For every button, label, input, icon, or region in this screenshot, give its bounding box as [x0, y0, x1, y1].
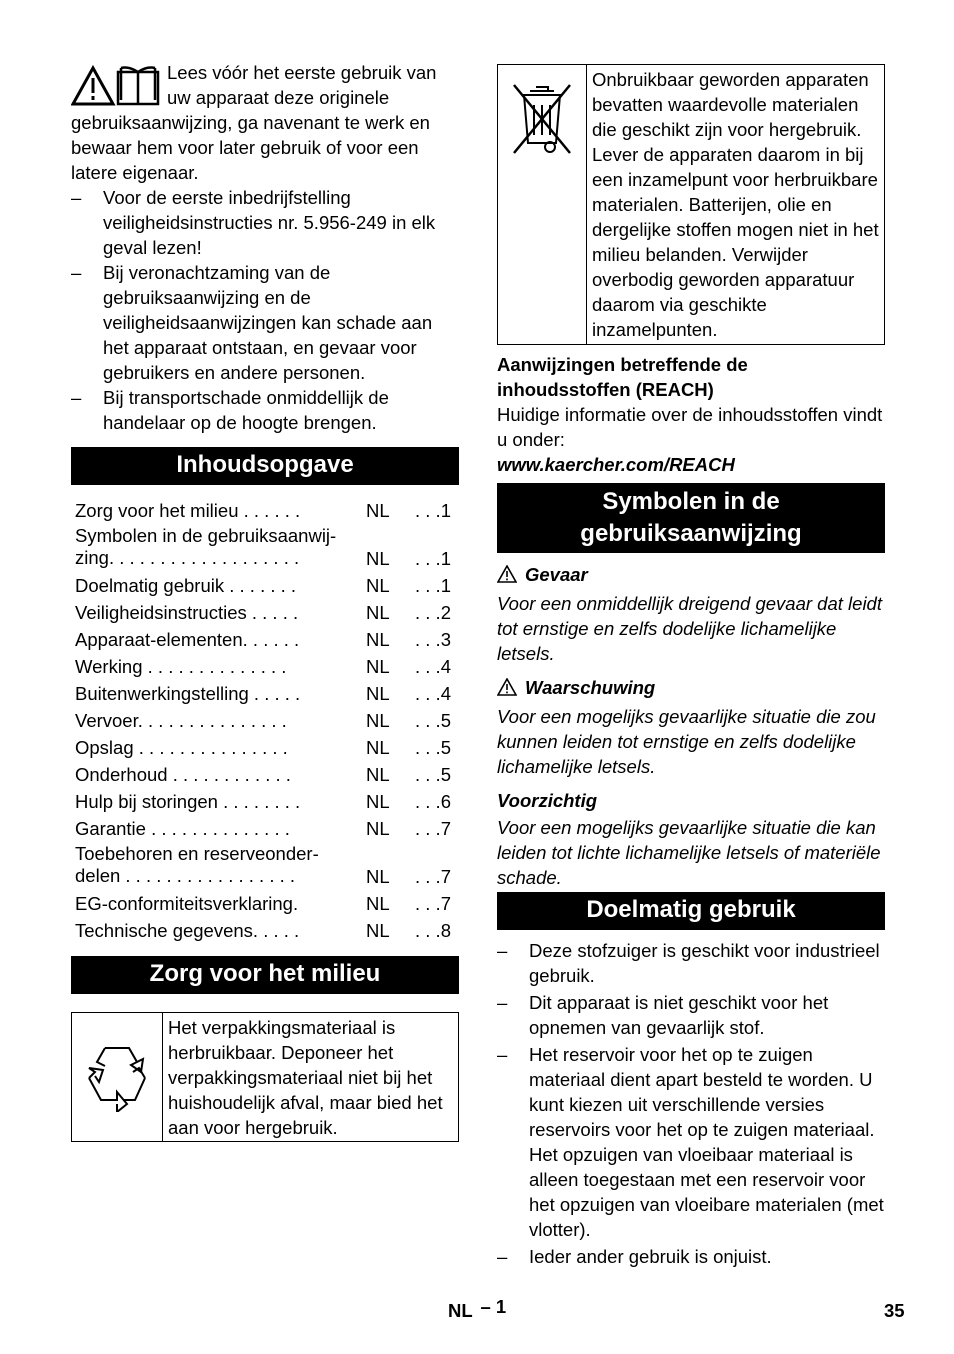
toc-table [71, 494, 459, 941]
toc-row[interactable]: Hulp bij storingen . . . . . . . . NL . . .6 [75, 791, 451, 812]
toc-row[interactable]: Vervoer. . . . . . . . . . . . . . . NL . . .5 [75, 710, 451, 731]
danger-text: Voor een onmiddellijk dreigend gevaar dat leidt tot ernstige en zelfs dodelijke lichamelijke letsels. [497, 593, 882, 664]
list-item: – Bij transportschade onmiddellijk de handelaar op de hoogte brengen. [71, 385, 459, 435]
toc-row[interactable]: Doelmatig gebruik . . . . . . . NL . . .1 [75, 575, 451, 596]
toc-row[interactable]: Veiligheidsinstructies . . . . . NL . . .2 [75, 602, 451, 623]
symbols-heading: Symbolen in de gebruiksaanwijzing [497, 483, 885, 553]
toc-heading: Inhoudsopgave [71, 447, 459, 485]
packaging-text: Het verpakkingsmateriaal is herbruikbaar. Deponeer het verpakkingsmateriaal niet bij het huishoudelijk afval, maar bied het aan voor hergebruik. [168, 1017, 443, 1138]
toc-section [71, 447, 459, 941]
warning-triangle-icon [497, 565, 517, 583]
list-item: – Ieder ander gebruik is onjuist. [497, 1244, 885, 1269]
milieu-heading: Zorg voor het milieu [71, 956, 459, 994]
reach-section [497, 352, 885, 477]
reach-heading: Aanwijzingen betreffende de inhoudsstoffen (REACH) [497, 354, 748, 400]
packaging-box [71, 1012, 459, 1142]
warning-triangle-icon [497, 678, 517, 696]
manual-book-icon [118, 68, 158, 105]
symbols-section [497, 483, 885, 890]
milieu-section [71, 956, 459, 1142]
toc-row[interactable]: Opslag . . . . . . . . . . . . . . . NL . . .5 [75, 737, 451, 758]
reach-text: Huidige informatie over de inhoudsstoffen vindt u onder: [497, 404, 883, 450]
toc-row[interactable]: Buitenwerkingstelling . . . . . NL . . .4 [75, 683, 451, 704]
warning-manual-icons [71, 64, 163, 108]
danger-label: Gevaar [497, 562, 885, 587]
caution-label: Voorzichtig [497, 790, 598, 811]
reach-link[interactable]: www.kaercher.com/REACH [497, 454, 735, 475]
toc-row[interactable]: Toebehoren en reserveonder-delen . . . . . . . . . . . . . . . . . NL . . .7 [75, 843, 451, 887]
toc-row[interactable]: EG-conformiteitsverklaring. NL . . .7 [75, 893, 451, 914]
disposal-box [497, 64, 885, 345]
recycle-icon [72, 1013, 163, 1141]
disposal-text: Onbruikbaar geworden apparaten bevatten waardevolle materialen die geschikt zijn voor hergebruik. Lever de apparaten daarom in bij een inzamelpunt voor herbruikbare materialen. Batterijen, olie en dergelijke stoffen mogen niet in het milieu belanden. Verwijder overbodig geworden apparatuur daarom via geschikte inzamelpunten. [592, 69, 879, 340]
toc-row[interactable]: Onderhoud . . . . . . . . . . . . NL . . .5 [75, 764, 451, 785]
toc-row[interactable]: Garantie . . . . . . . . . . . . . . NL . . .7 [75, 818, 451, 839]
toc-row[interactable]: Zorg voor het milieu . . . . . . NL . . .1 [75, 500, 451, 521]
use-list [497, 938, 885, 1269]
list-item: – Bij veronachtzaming van de gebruiksaanwijzing en de veiligheidsaanwijzingen kan schade aan het apparaat ontstaan, en gevaar voor gebruikers en andere personen. [71, 260, 459, 385]
toc-row[interactable]: Technische gegevens. . . . . NL . . .8 [75, 920, 451, 941]
toc-row[interactable]: Apparaat-elementen. . . . . . NL . . .3 [75, 629, 451, 650]
warning-triangle-icon [73, 68, 113, 104]
list-item: – Het reservoir voor het op te zuigen materiaal dient apart besteld te worden. U kunt kiezen uit verschillende versies reservoirs voor het op te zuigen materiaal. Het opzuigen van vloeibaar materiaal is alleen toegestaan met een reservoir voor het opzuigen van vloeibare materialen (met vlotter). [497, 1042, 885, 1242]
use-section [497, 892, 885, 1269]
warning-label: Waarschuwing [497, 675, 885, 700]
intro-section [71, 60, 459, 435]
intro-text: Lees vóór het eerste gebruik van uw apparaat deze originele gebruiksaanwijzing, ga navenant te werk en bewaar hem voor later gebruik of voor een latere eigenaar. [71, 62, 437, 183]
list-item: – Dit apparaat is niet geschikt voor het opnemen van gevaarlijk stof. [497, 990, 885, 1040]
page-number: 35 [884, 1300, 905, 1321]
disposal-section [497, 64, 885, 345]
footer-section-label: NL – 1 [448, 1296, 507, 1321]
toc-row[interactable]: Symbolen in de gebruiksaanwij-zing. . . . . . . . . . . . . . . . . . . NL . . .1 [75, 525, 451, 569]
warning-text: Voor een mogelijks gevaarlijke situatie die zou kunnen leiden tot ernstige en zelfs dodelijke lichamelijke letsels. [497, 706, 876, 777]
list-item: – Deze stofzuiger is geschikt voor industrieel gebruik. [497, 938, 885, 988]
toc-row[interactable]: Werking . . . . . . . . . . . . . . NL . . .4 [75, 656, 451, 677]
use-heading: Doelmatig gebruik [497, 892, 885, 930]
caution-text: Voor een mogelijks gevaarlijke situatie die kan leiden tot lichte lichamelijke letsels of materiële schade. [497, 817, 881, 888]
intro-list [71, 185, 459, 435]
list-item: – Voor de eerste inbedrijfstelling veiligheidsinstructies nr. 5.956-249 in elk geval lezen! [71, 185, 459, 260]
crossed-bin-icon [498, 65, 587, 344]
